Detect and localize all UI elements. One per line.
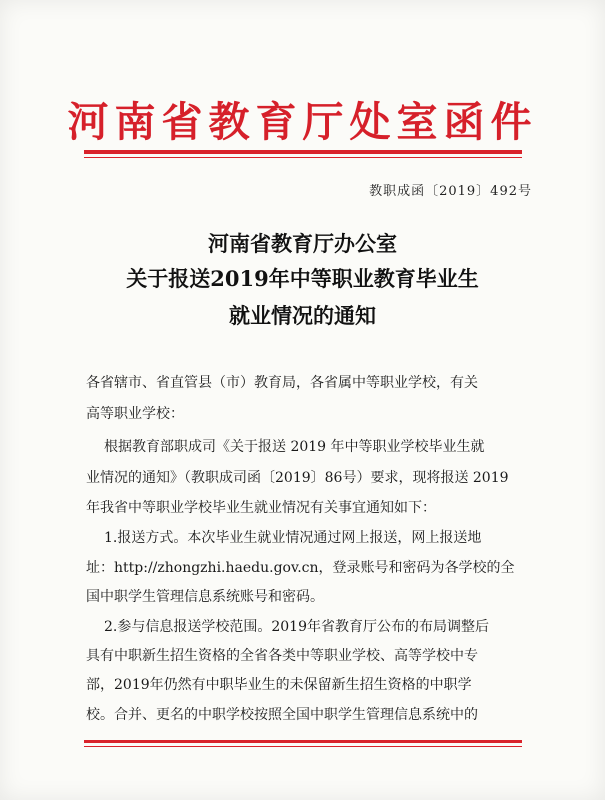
body-line: 高等职业学校： bbox=[86, 406, 184, 422]
footer-rule-thin bbox=[84, 746, 522, 747]
document-title-line-1: 河南省教育厅办公室 bbox=[208, 231, 397, 256]
body-line: 部，2019年仍然有中职毕业生的未保留新生招生资格的中职学 bbox=[86, 677, 472, 693]
footer-rule-thick bbox=[84, 740, 522, 743]
document-number: 教职成函〔2019〕492号 bbox=[369, 184, 532, 199]
document-title-line-3: 就业情况的通知 bbox=[229, 303, 376, 328]
body-line: 年我省中等职业学校毕业生就业情况有关事宜通知如下： bbox=[86, 500, 436, 516]
body-line: 2.参与信息报送学校范围。2019年省教育厅公布的布局调整后 bbox=[104, 619, 489, 635]
body-line: 业情况的通知》（教职成司函〔2019〕86号）要求，现将报送 2019 bbox=[86, 470, 509, 486]
body-line: 1.报送方式。本次毕业生就业情况通过网上报送，网上报送地 bbox=[104, 530, 482, 546]
body-line: 具有中职新生招生资格的全省各类中等职业学校、高等学校中专 bbox=[86, 648, 478, 664]
body-line: 根据教育部职成司《关于报送 2019 年中等职业学校毕业生就 bbox=[104, 439, 485, 455]
masthead-rule-thin bbox=[84, 157, 522, 158]
masthead-rule-thick bbox=[84, 150, 522, 154]
body-line: 各省辖市、省直管县（市）教育局，各省属中等职业学校，有关 bbox=[86, 375, 478, 391]
document-title-line-2: 关于报送2019年中等职业教育毕业生 bbox=[126, 266, 479, 291]
body-line: 址：http://zhongzhi.haedu.gov.cn，登录账号和密码为各学校的全 bbox=[86, 560, 515, 576]
masthead-title: 河南省教育厅处室函件 bbox=[67, 98, 538, 146]
body-line: 校。合并、更名的中职学校按照全国中职学生管理信息系统中的 bbox=[86, 707, 478, 723]
body-line: 国中职学生管理信息系统账号和密码。 bbox=[86, 589, 324, 605]
